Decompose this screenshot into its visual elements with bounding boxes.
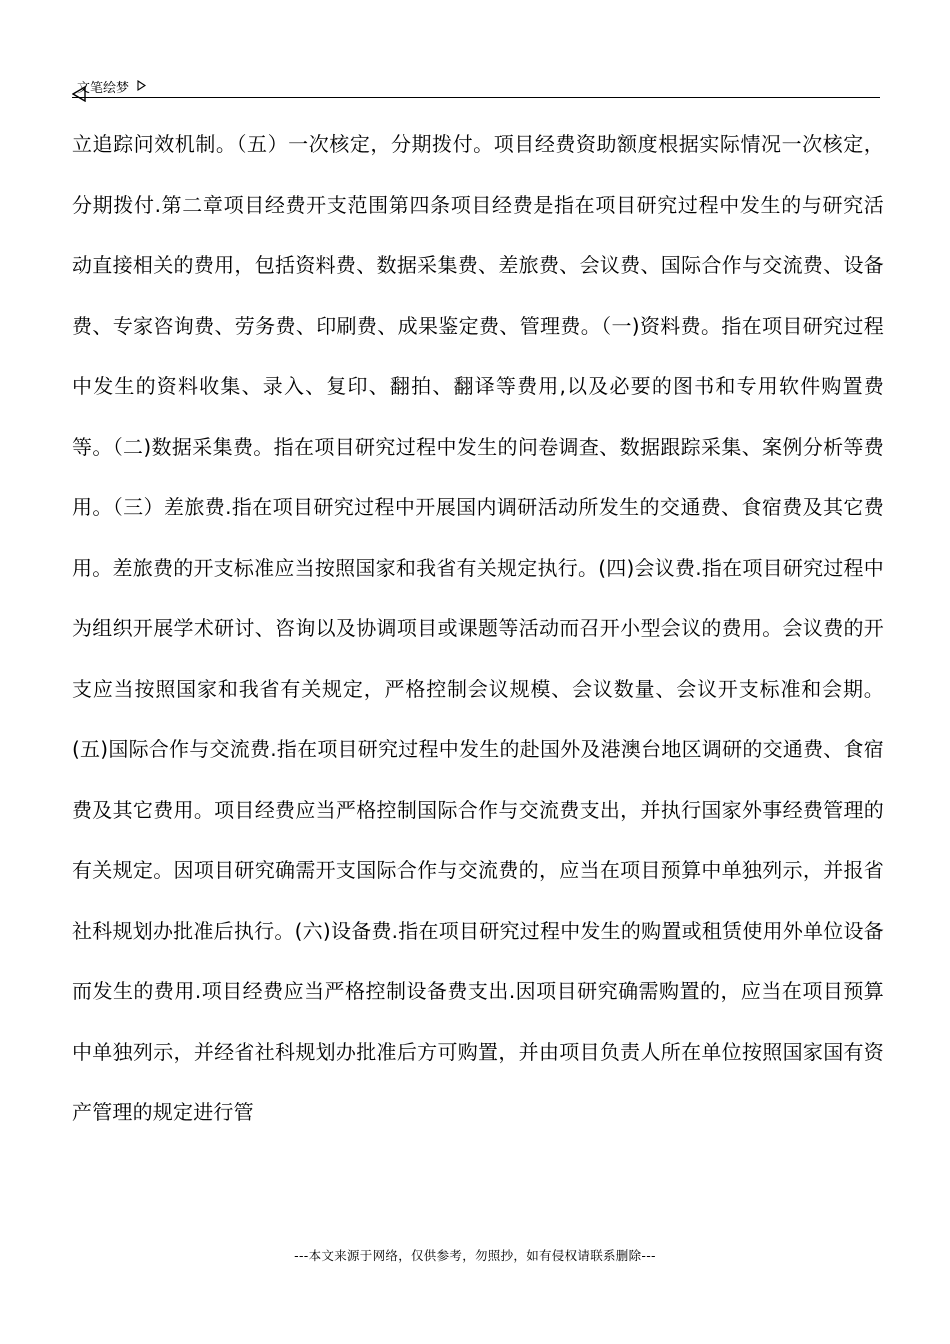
document-body: 立追踪问效机制。（五）一次核定，分期拨付。项目经费资助额度根据实际情况一次核定，分期拨付.第二章项目经费开支范围第四条项目经费是指在项目研究过程中发生的与研究活动直接相关的费用，包括资料费、数据采集费、差旅费、会议费、国际合作与交流费、设备费、专家咨询费、劳务费、印刷费、成果鉴定费、管理费。（一)资料费。指在项目研究过程中发生的资料收集、录入、复印、翻拍、翻译等费用,以及必要的图书和专用软件购置费等。（二)数据采集费。指在项目研究过程中发生的问卷调查、数据跟踪采集、案例分析等费用。（三）差旅费.指在项目研究过程中开展国内调研活动所发生的交通费、食宿费及其它费用。差旅费的开支标准应当按照国家和我省有关规定执行。(四)会议费.指在项目研究过程中为组织开展学术研讨、咨询以及协调项目或课题等活动而召开小型会议的费用。会议费的开支应当按照国家和我省有关规定，严格控制会议规模、会议数量、会议开支标准和会期。(五)国际合作与交流费.指在项目研究过程中发生的赴国外及港澳台地区调研的交通费、食宿费及其它费用。项目经费应当严格控制国际合作与交流费支出，并执行国家外事经费管理的有关规定。因项目研究确需开支国际合作与交流费的，应当在项目预算中单独列示，并报省社科规划办批准后执行。(六)设备费.指在项目研究过程中发生的购置或租赁使用外单位设备而发生的费用.项目经费应当严格控制设备费支出.因项目研究确需购置的，应当在项目预算中单独列示，并经省社科规划办批准后方可购置，并由项目负责人所在单位按照国家国有资产管理的规定进行管 xyxy=(72,132,884,1124)
header-title: 文笔绘梦 xyxy=(77,80,130,96)
header-divider xyxy=(72,97,880,98)
page-footer: ---本文来源于网络，仅供参考，勿照抄，如有侵权请联系删除--- xyxy=(294,1248,656,1263)
triangle-right-outline-icon xyxy=(137,80,146,93)
page-header xyxy=(72,74,880,98)
